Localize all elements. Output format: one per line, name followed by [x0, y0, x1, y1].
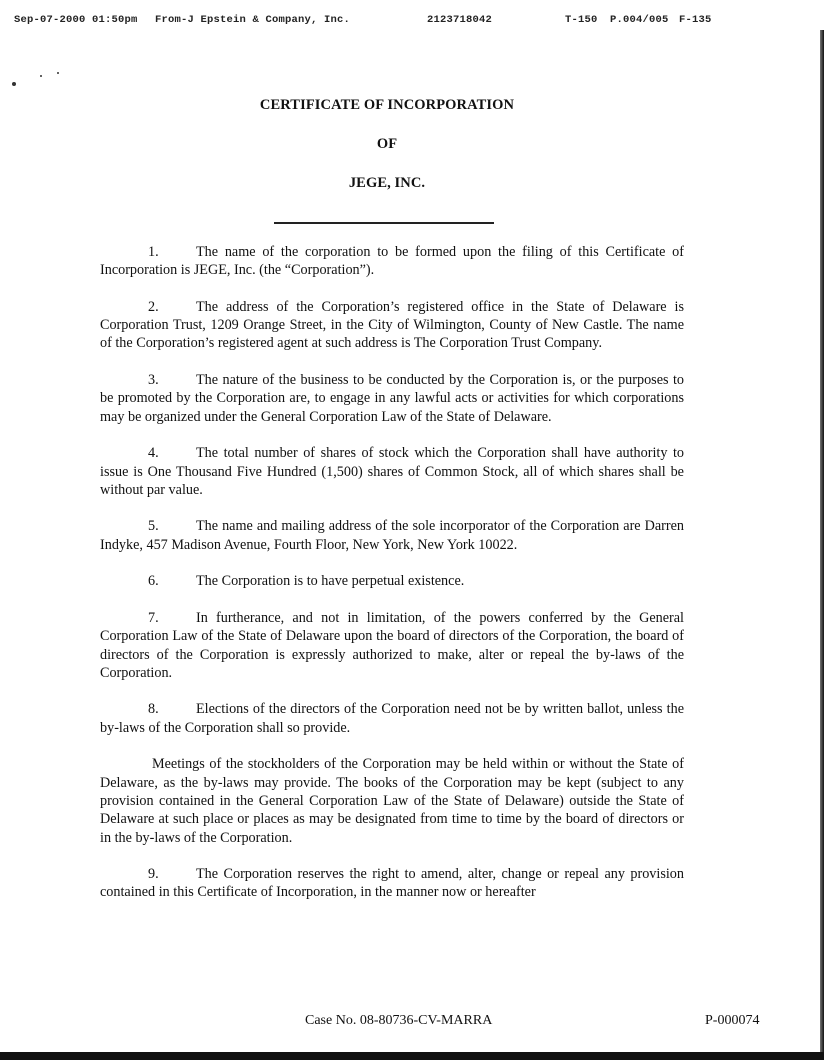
article-paragraph	[100, 755, 684, 846]
article-text: In furtherance, and not in limitation, of the powers conferred by the General Corporation Law of the State of Delaware upon the board of directors of the Corporation, the board of directors of the Corporation is expressly authorized to make, alter or repeal the by-laws of the Corporation.	[100, 609, 684, 681]
document-title-of: OF	[376, 136, 398, 152]
article-paragraph	[100, 298, 684, 353]
article-number: 9.	[148, 866, 159, 883]
fax-datetime: Sep-07-2000 01:50pm	[14, 14, 138, 26]
article-text: Elections of the directors of the Corporation need not be by written ballot, unless the by-laws of the Corporation shall so provide.	[100, 701, 684, 736]
scan-edge-right	[820, 30, 824, 1052]
article-number: 1.	[148, 244, 159, 260]
article-number: 4.	[148, 445, 159, 462]
article-paragraph	[100, 700, 684, 737]
fax-from: From-J Epstein & Company, Inc.	[155, 14, 351, 26]
article-number: 8.	[148, 701, 159, 718]
scan-speck	[57, 72, 59, 74]
article-number: 7.	[148, 609, 159, 626]
scan-speck	[40, 75, 42, 77]
article-paragraph	[100, 609, 684, 682]
article-text: The name and mailing address of the sole incorporator of the Corporation are Darren Indyke, 457 Madison Avenue, Fourth Floor, New York, New York 10022.	[100, 518, 684, 553]
title-divider	[274, 222, 494, 224]
bates-number: P-000074	[705, 1013, 760, 1028]
article-text: The address of the Corporation’s registered office in the State of Delaware is Corporation Trust, 1209 Orange Street, in the City of Wilmington, County of New Castle. The name of the Corporation’s registered agent at such address is The Corporation Trust Company.	[100, 298, 684, 352]
article-number: 6.	[148, 573, 159, 590]
article-paragraph	[100, 517, 684, 554]
fax-page: P.004/005	[610, 14, 669, 26]
article-number: 5.	[148, 518, 159, 535]
article-paragraph	[100, 243, 684, 280]
certificate-body	[100, 243, 684, 902]
article-text: Meetings of the stockholders of the Corporation may be held within or without the State of Delaware, as the by-laws may provide. The books of the Corporation may be kept (subject to any provision contained in the General Corporation Law of the State of Delaware) outside the State of Delaware at such place or places as may be designated from time to time by the board of directors or in the by-laws of the Corporation.	[100, 756, 684, 846]
article-paragraph	[100, 865, 684, 902]
article-text: The Corporation is to have perpetual existence.	[196, 573, 465, 590]
article-text: The total number of shares of stock which the Corporation shall have authority to issue is One Thousand Five Hundred (1,500) shares of Common Stock, all of which shares shall be without par value.	[100, 445, 684, 498]
fax-header	[14, 14, 810, 30]
scan-edge-bottom	[0, 1052, 824, 1060]
company-name: JEGE, INC.	[348, 175, 426, 191]
scan-speck	[12, 82, 16, 86]
fax-transaction: T-150	[565, 14, 598, 26]
case-number: Case No. 08-80736-CV-MARRA	[305, 1013, 493, 1028]
article-paragraph	[100, 572, 684, 590]
article-text: The name of the corporation to be formed upon the filing of this Certificate of Incorporation is JEGE, Inc. (the “Corporation”).	[100, 244, 684, 279]
document-title: CERTIFICATE OF INCORPORATION	[259, 97, 515, 113]
article-paragraph	[100, 371, 684, 426]
article-text: The nature of the business to be conducted by the Corporation is, or the purposes to be promoted by the Corporation are, to engage in any lawful acts or activities for which corporations may be organized under the General Corporation Law of the State of Delaware.	[100, 372, 684, 425]
fax-phone: 2123718042	[427, 14, 493, 26]
fax-form: F-135	[679, 14, 712, 26]
article-paragraph	[100, 444, 684, 499]
article-text: The Corporation reserves the right to amend, alter, change or repeal any provision contained in this Certificate of Incorporation, in the manner now or hereafter	[100, 866, 684, 901]
article-number: 3.	[148, 372, 159, 389]
article-number: 2.	[148, 298, 159, 315]
